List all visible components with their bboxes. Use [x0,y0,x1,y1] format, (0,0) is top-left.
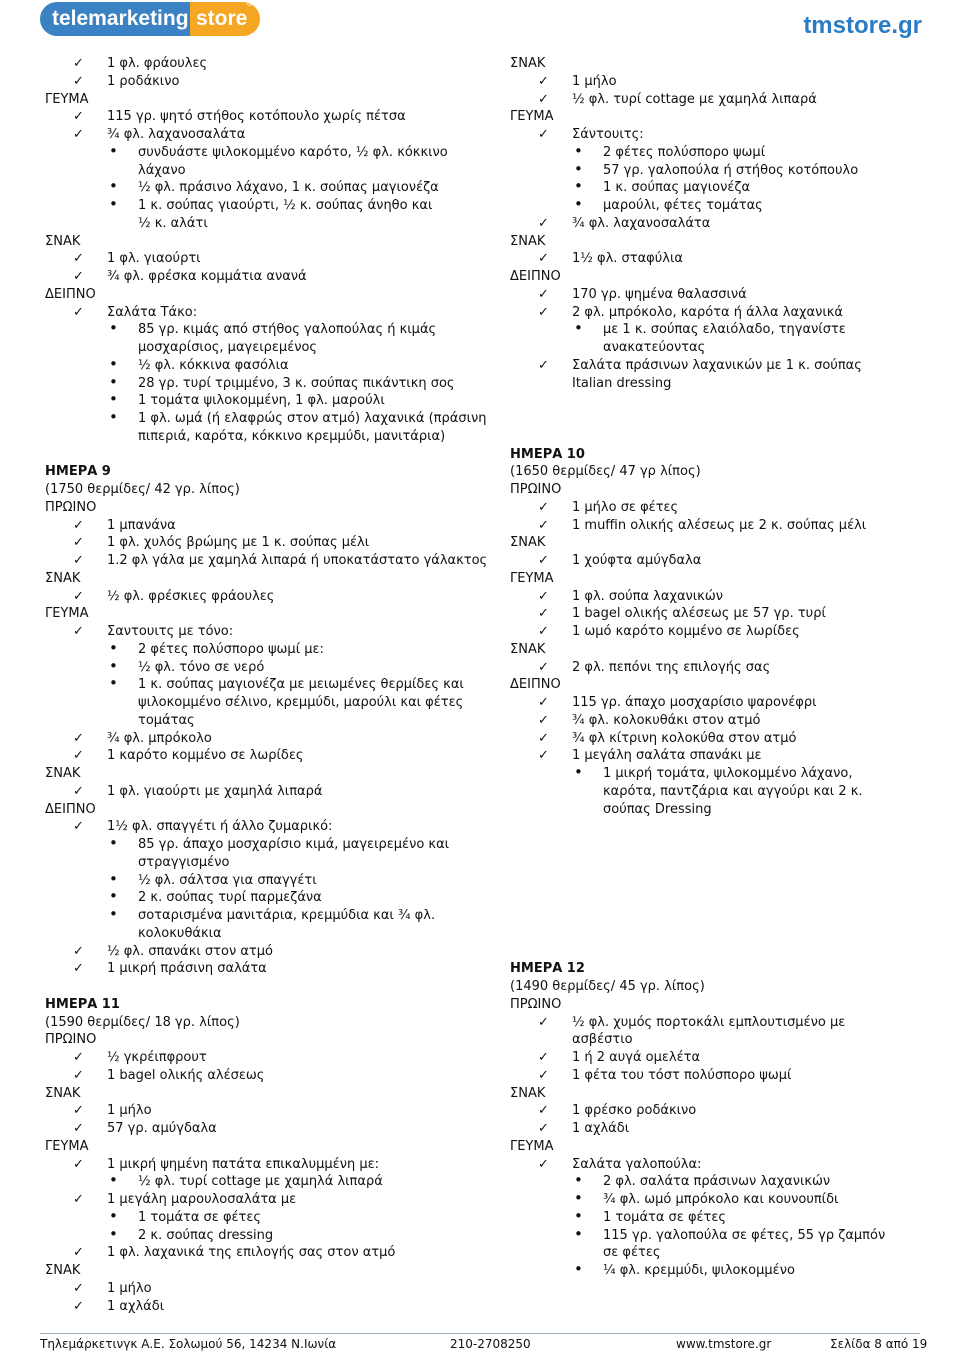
footer-page-number: Σελίδα 8 από 19 [830,1337,928,1351]
checklist-item: ✓ ½ γκρέιπφρουτ [107,1049,207,1067]
section-heading: ΠΡΩΙΝΟ [45,499,97,515]
section-heading: ΔΕΙΠΝΟ [45,286,96,302]
checklist-item: ✓ ¾ φλ. λαχανοσαλάτα [107,126,245,144]
checklist-item: ✓ Σαλάτα Τάκο: [107,304,197,322]
continuation-line: κολοκυθάκια [138,925,222,941]
continuation-line: ½ κ. αλάτι [138,215,208,231]
bullet-item: • 2 φλ. σαλάτα πράσινων λαχανικών [603,1173,830,1191]
section-heading: ΣΝΑΚ [510,535,546,551]
checklist-item: ✓ 1 μπανάνα [107,517,176,535]
logo-text-left: telemarketing [40,2,190,36]
section-heading: ΣΝΑΚ [510,56,546,71]
section-heading: ΣΝΑΚ [45,766,81,781]
bullet-item: • ¾ φλ. ωμό μπρόκολο και κουνουπίδι [603,1191,838,1209]
continuation-line: πιπεριά, καρότα, κόκκινο κρεμμύδι, μανιτάρια) [138,428,446,444]
section-heading: ΔΕΙΠΝΟ [45,801,96,817]
page-footer [40,1337,928,1355]
continuation-line: σούπας Dressing [603,801,712,817]
bullet-item: • σοταρισμένα μανιτάρια, κρεμμύδια και ¾ φλ. [138,907,435,925]
page-header [0,0,960,46]
checklist-item: ✓ 1 μήλο [572,73,617,91]
checklist-item: ✓ 1 φλ. φράουλες [107,55,207,73]
checklist-item: ✓ 1 φρέσκο ροδάκινο [572,1102,696,1120]
continuation-line: ασβέστιο [572,1032,633,1048]
footer-phone: 210-2708250 [450,1337,531,1351]
section-heading: ΠΡΩΙΝΟ [510,482,562,497]
bullet-item: • 85 γρ. άπαχο μοσχαρίσιο κιμά, μαγειρεμένο και [138,836,449,854]
checklist-item: ✓ 170 γρ. ψημένα θαλασσινά [572,286,747,304]
logo-text-right: store [190,2,260,36]
continuation-line: ανακατεύοντας [603,340,706,355]
section-heading: ΣΝΑΚ [45,233,81,249]
section-heading: ΣΝΑΚ [510,1085,546,1101]
section-heading: ΓΕΥΜΑ [510,109,554,125]
checklist-item: ✓ 1 αχλάδι [107,1298,164,1316]
section-heading: ΣΝΑΚ [510,641,546,657]
checklist-item: ✓ Σάντουιτς: [572,126,644,144]
checklist-item: ✓ 1 bagel ολικής αλέσεως με 57 γρ. τυρί [572,605,826,623]
checklist-item: ✓ ¾ φλ. κολοκυθάκι στον ατμό [572,712,760,730]
checklist-item: ✓ ¾ φλ. μπρόκολο [107,730,212,748]
bullet-item: • ½ φλ. τόνο σε νερό [138,659,264,677]
checklist-item: ✓ 115 γρ. άπαχο μοσχαρίσιο ψαρονέφρι [572,694,817,712]
bullet-item: • 28 γρ. τυρί τριμμένο, 3 κ. σούπας πικάντικη σος [138,375,455,393]
checklist-item: ✓ 1 μικρή πράσινη σαλάτα [107,960,267,978]
bullet-item: • με 1 κ. σούπας ελαιόλαδο, τηγανίστε [603,321,846,339]
checklist-item: ✓ 1 bagel ολικής αλέσεως [107,1067,264,1085]
section-heading: ΣΝΑΚ [510,233,546,249]
checklist-item: ✓ ½ φλ. τυρί cottage με χαμηλά λιπαρά [572,91,817,109]
checklist-item: ✓ 1 φλ. γιαούρτι [107,250,201,268]
checklist-item: ✓ 1 μήλο [107,1280,152,1298]
checklist-item: ✓ 1 καρότο κομμένο σε λωρίδες [107,747,304,765]
checklist-item: ✓ Σαντουιτς με τόνο: [107,623,233,641]
bullet-item: • 1 τομάτα σε φέτες [138,1209,261,1227]
continuation-line: ψιλοκομμένο σέλινο, κρεμμύδι, μαρούλι και φέτες [138,695,464,710]
bullet-item: • συνδυάστε ψιλοκομμένο καρότο, ½ φλ. κόκκινο [138,144,448,162]
bullet-item: • 1 φλ. ωμά (ή ελαφρώς στον ατμό) λαχανικά (πράσινη [138,410,486,428]
section-heading: (1750 θερμίδες/ 42 γρ. λίπος) [45,482,240,497]
day-title: ΗΜΕΡΑ 11 [45,996,120,1012]
continuation-line: καρότα, παντζάρια και αγγούρι και 2 κ. [603,783,863,799]
section-heading: ΓΕΥΜΑ [45,91,89,107]
checklist-item: ✓ ¾ φλ. φρέσκα κομμάτια ανανά [107,268,307,286]
section-heading: ΔΕΙΠΝΟ [510,269,561,284]
footer-company: Τηλεμάρκετινγκ Α.Ε. Σολωμού 56, 14234 Ν.Ιωνία [40,1337,337,1351]
bullet-item: • 1 τομάτα ψιλοκομμένη, 1 φλ. μαρούλι [138,392,385,410]
checklist-item: ✓ 2 φλ. πεπόνι της επιλογής σας [572,659,770,677]
bullet-item: • 115 γρ. γαλοπούλα σε φέτες, 55 γρ ζαμπόν [603,1227,885,1245]
continuation-line: μοσχαρίσιος, μαγειρεμένος [138,340,318,355]
section-heading: ΣΝΑΚ [45,1085,81,1101]
bullet-item: • 2 φέτες πολύσπορο ψωμί [603,144,765,162]
checklist-item: ✓ 1 φέτα του τόστ πολύσπορο ψωμί [572,1067,791,1085]
bullet-item: • ¼ φλ. κρεμμύδι, ψιλοκομμένο [603,1262,795,1280]
bullet-item: • ½ φλ. πράσινο λάχανο, 1 κ. σούπας μαγιονέζα [138,179,439,197]
checklist-item: ✓ 1 ή 2 αυγά ομελέτα [572,1049,700,1067]
continuation-line: τομάτας [138,712,195,728]
checklist-item: ✓ ½ φλ. φρέσκιες φράουλες [107,588,274,606]
checklist-item: ✓ ½ φλ. χυμός πορτοκάλι εμπλουτισμένο με [572,1014,845,1032]
checklist-item: ✓ 1 μήλο [107,1102,152,1120]
section-heading: ΓΕΥΜΑ [45,1138,89,1154]
bullet-item: • ½ φλ. τυρί cottage με χαμηλά λιπαρά [138,1173,383,1191]
checklist-item: ✓ 1 ροδάκινο [107,73,179,91]
section-heading: ΣΝΑΚ [45,1263,81,1278]
checklist-item: ✓ 1 muffin ολικής αλέσεως με 2 κ. σούπας μέλι [572,517,866,535]
bullet-item: • ½ φλ. σάλτσα για σπαγγέτι [138,872,317,890]
day-title: ΗΜΕΡΑ 10 [510,446,585,462]
section-heading: ΠΡΩΙΝΟ [510,996,562,1012]
checklist-item: ✓ 2 φλ. μπρόκολο, καρότα ή άλλα λαχανικά [572,304,843,322]
checklist-item: ✓ 1½ φλ. σταφύλια [572,250,683,268]
bullet-item: • μαρούλι, φέτες τομάτας [603,197,763,215]
section-heading: (1590 θερμίδες/ 18 γρ. λίπος) [45,1014,240,1030]
checklist-item: ✓ 1 ωμό καρότο κομμένο σε λωρίδες [572,623,800,641]
bullet-item: • 2 κ. σούπας τυρί παρμεζάνα [138,889,322,907]
day-title: ΗΜΕΡΑ 12 [510,961,585,977]
checklist-item: ✓ 1 μικρή ψημένη πατάτα επικαλυμμένη με: [107,1156,379,1174]
continuation-line: λάχανο [138,162,186,178]
bullet-item: • 1 μικρή τομάτα, ψιλοκομμένο λάχανο, [603,765,852,783]
telemarketing-store-logo[interactable] [40,2,260,36]
checklist-item: ✓ Σαλάτα πράσινων λαχανικών με 1 κ. σούπας [572,357,862,375]
bullet-item: • 1 κ. σούπας γιαούρτι, ½ κ. σούπας άνηθο και [138,197,432,215]
bullet-item: • ½ φλ. κόκκινα φασόλια [138,357,289,375]
bullet-item: • 2 κ. σούπας dressing [138,1227,273,1245]
checklist-item: ✓ 1 αχλάδι [572,1120,629,1138]
continuation-line: Italian dressing [572,375,672,391]
checklist-item: ✓ 1 φλ. λαχανικά της επιλογής σας στον ατμό [107,1244,395,1262]
checklist-item: ✓ ½ φλ. σπανάκι στον ατμό [107,943,273,961]
day-title: ΗΜΕΡΑ 9 [45,464,111,480]
section-heading: ΓΕΥΜΑ [45,606,89,622]
checklist-item: ✓ 1 φλ. χυλός βρώμης με 1 κ. σούπας μέλι [107,534,369,552]
checklist-item: ✓ Σαλάτα γαλοπούλα: [572,1156,701,1174]
continuation-line: στραγγισμένο [138,854,230,870]
bullet-item: • 1 κ. σούπας μαγιονέζα [603,179,750,197]
section-heading: (1650 θερμίδες/ 47 γρ λίπος) [510,464,701,480]
checklist-item: ✓ 57 γρ. αμύγδαλα [107,1120,217,1138]
tmstore-logo[interactable]: tmstore.gr [803,12,922,39]
continuation-line: σε φέτες [603,1245,661,1261]
section-heading: ΓΕΥΜΑ [510,570,554,586]
footer-website[interactable]: www.tmstore.gr [676,1337,772,1351]
checklist-item: ✓ 1½ φλ. σπαγγέτι ή άλλο ζυμαρικό: [107,818,332,836]
section-heading: ΓΕΥΜΑ [510,1138,554,1154]
checklist-item: ✓ 1.2 φλ γάλα με χαμηλά λιπαρά ή υποκατάστατο γάλακτος [107,552,487,570]
checklist-item: ✓ 1 φλ. σούπα λαχανικών [572,588,723,606]
section-heading: (1490 θερμίδες/ 45 γρ. λίπος) [510,979,705,994]
bullet-item: • 1 κ. σούπας μαγιονέζα με μειωμένες θερμίδες και [138,676,464,694]
checklist-item: ✓ ¾ φλ. λαχανοσαλάτα [572,215,710,233]
bullet-item: • 57 γρ. γαλοπούλα ή στήθος κοτόπουλο [603,162,858,180]
checklist-item: ✓ 1 μεγάλη σαλάτα σπανάκι με [572,747,762,765]
checklist-item: ✓ 1 φλ. γιαούρτι με χαμηλά λιπαρά [107,783,322,801]
registered-mark: ® [246,0,254,8]
section-heading: ΣΝΑΚ [45,570,81,586]
footer-divider [40,1333,920,1334]
section-heading: ΠΡΩΙΝΟ [45,1032,97,1048]
section-heading: ΔΕΙΠΝΟ [510,677,561,693]
checklist-item: ✓ 1 μεγάλη μαρουλοσαλάτα με [107,1191,296,1209]
bullet-item: • 2 φέτες πολύσπορο ψωμί με: [138,641,324,659]
checklist-item: ✓ 115 γρ. ψητό στήθος κοτόπουλο χωρίς πέτσα [107,108,406,126]
bullet-item: • 85 γρ. κιμάς από στήθος γαλοπούλας ή κιμάς [138,321,436,339]
bullet-item: • 1 τομάτα σε φέτες [603,1209,726,1227]
checklist-item: ✓ 1 χούφτα αμύγδαλα [572,552,701,570]
checklist-item: ✓ ¾ φλ κίτρινη κολοκύθα στον ατμό [572,730,796,748]
checklist-item: ✓ 1 μήλο σε φέτες [572,499,678,517]
